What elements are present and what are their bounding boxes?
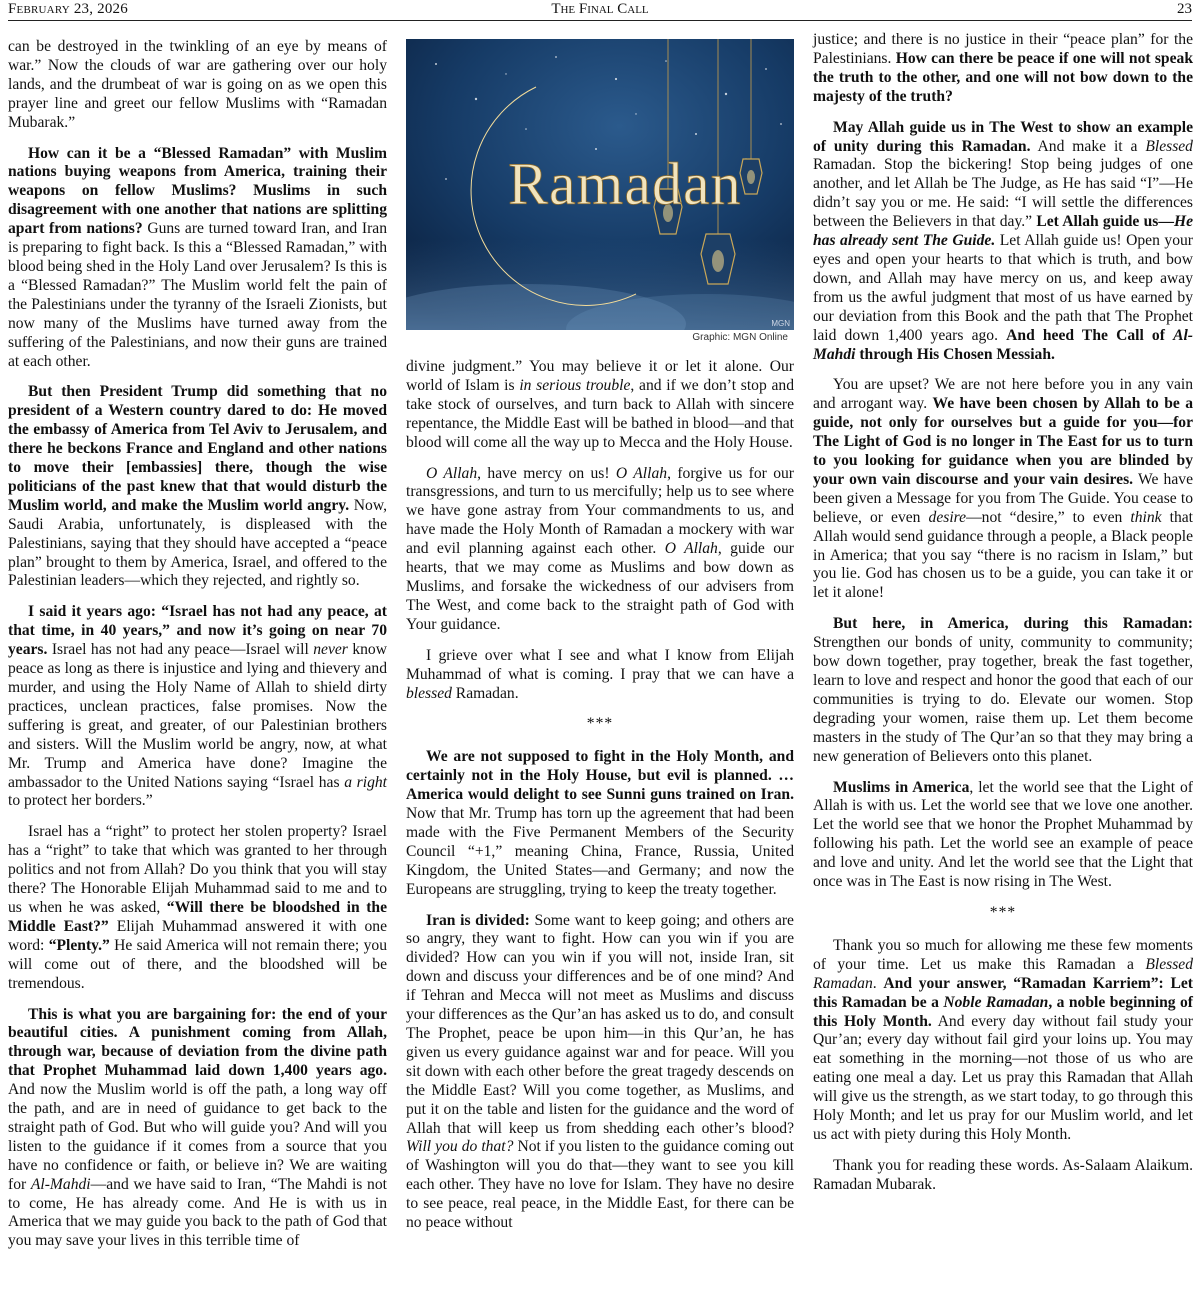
italic-text: blessed — [406, 684, 452, 702]
article-paragraph — [8, 603, 387, 811]
body-text: , have mercy on us! — [477, 464, 616, 482]
article-column-1 — [8, 38, 387, 1263]
article-paragraph — [813, 31, 1193, 107]
bold-text: Muslims in America — [833, 778, 970, 796]
body-text: And make it a — [1030, 137, 1146, 155]
italic-text: Al-Mahdi — [30, 1175, 91, 1193]
body-text: We have been given a Message for you from The Guide. You cease to believe, or even — [813, 470, 1193, 526]
article-column-2 — [406, 358, 794, 1245]
bold-text: He has already sent The Guide. — [813, 213, 1193, 250]
body-text: Now that Mr. Trump has torn up the agreement that had been made with the Five Permanent Members of the Security Council “+1,” meaning China, France, Russia, United Kingdom, the United States—and Germany; and now the Europeans are struggling, trying to keep the treaty together. — [406, 805, 794, 898]
bold-text: May Allah guide us in The West to show an example of unity during this Ramadan. — [813, 118, 1193, 155]
body-text: He said America will not remain there; you will come out of there, and the bloodshed will be tremendous. — [8, 936, 387, 992]
body-text: I grieve over what I see and what I know from Elijah Muhammad of what is coming. I pray that we can have a — [406, 646, 794, 683]
body-text: . — [872, 974, 884, 992]
article-column-3 — [813, 31, 1193, 1207]
body-text: Elijah Muhammad answered it with one word: — [8, 917, 387, 954]
body-text: And every day without fail study your Qur’an; every day without fail gird your loins up. You may eat something in the morning—not those of us who are eating one meal a day. Let us pray this Ramadan that Allah will give us the strength, as we start today, to go through this Holy Month; and let us pray for our Muslim world, and let us act with piety during this Holy Month. — [813, 1012, 1193, 1143]
body-text: Some want to keep going; and others are so angry, they want to fight. How can you win if you are divided? How can you win if you will not, inside Iran, sit down and discuss your differences and be of one mind? And if Tehran and Mecca will not meet as Muslims and discuss your differences as the Qur’an has asked us to do, and consult The Prophet, peace be upon him—in this Qur’an, he has given us every guidance against war and for peace. Will you sit down with each other before the great tragedy descends on the Middle East? Will you come together, as Muslims, and put it on the table and listen for the guidance and the word of Allah that will keep us from shedding each other’s blood? — [406, 911, 794, 1137]
section-break — [813, 904, 1193, 923]
body-text: Ramadan. Stop the bickering! Stop being judges of one another, and let Allah be The Judge, as He has said “I”—He didn’t say you or me. He said: “I will settle the differences between the Believers in that day.” — [813, 156, 1193, 231]
body-text: Thank you for reading these words. As-Salaam Alaikum. Ramadan Mubarak. — [813, 1156, 1193, 1193]
newspaper-name: The Final Call — [551, 1, 649, 17]
italic-text: never — [313, 641, 348, 659]
article-paragraph — [813, 376, 1193, 603]
body-text: —and we have said to Iran, “The Mahdi is not to come, He has already come. And He is with us in America that we may guide you back to the path of God that you may save your lives in this terrible time of — [8, 1175, 387, 1250]
bold-text: “Plenty.” — [48, 936, 110, 954]
body-text: , and if we don’t stop and take stock of ourselves, and turn back to Allah with sincere repentance, the Middle East will be bathed in blood—and that blood will come all the way up to Mecca and the Holy House. — [406, 376, 794, 451]
article-paragraph — [8, 1006, 387, 1252]
body-text: can be destroyed in the twinkling of an eye by means of war.” Now the clouds of war are gathering over our holy lands, and the drumbeat of war is going on as we open this prayer line and greet our fellow Muslims with “Ramadan Mubarak.” — [8, 38, 387, 131]
italic-text: Blessed — [1145, 137, 1193, 155]
bold-text: Iran is divided: — [426, 911, 530, 929]
bold-text: Let Allah guide us— — [1036, 213, 1174, 231]
article-paragraph — [406, 358, 794, 453]
article-paragraph — [8, 823, 387, 993]
bold-text: How can it be a “Blessed Ramadan” with Muslim nations buying weapons from America, training their weapons on fellow Muslims? Muslims in such disagreement with one another that nations are splitting apart from nations? — [8, 144, 387, 238]
page-header — [8, 0, 1192, 21]
article-paragraph — [406, 465, 794, 635]
article-paragraph — [813, 937, 1193, 1145]
body-text: know peace as long as there is injustice and lying and thievery and murder, and using the Holy Name of Allah to shield dirty practices, unclean practices, false promises. Now the suffering is great, and greater, of our Palestinian brothers and sisters. Will the Muslim world be angry, now, at what Mr. Trump and America have done? Imagine the ambassador to the United Nations saying “Israel has — [8, 641, 387, 791]
article-paragraph — [813, 615, 1193, 766]
image-watermark: MGN — [771, 319, 790, 328]
article-paragraph — [406, 647, 794, 704]
article-paragraph — [813, 119, 1193, 365]
bold-text: And your answer, “Ramadan Karriem”: Let this Ramadan be a — [813, 974, 1194, 1011]
body-text: justice; and there is no justice in their “peace plan” for the Palestinians. — [813, 31, 1193, 67]
bold-text: This is what you are bargaining for: the end of your beautiful cities. A punishment coming from Allah, through war, because of deviation from the divine path that Prophet Muhammad laid down 1,400 years ago. — [8, 1005, 387, 1080]
body-text: , forgive us for our transgressions, and turn to us mercifully; help us to see where we have gone astray from Your commandments to us, and have made the Holy Month of Ramadan a mockery with war and evil planning against each other. — [406, 464, 795, 558]
bold-text: , a noble beginning of this Holy Month. — [813, 993, 1193, 1030]
italic-text: Will you do that? — [406, 1138, 514, 1156]
crescent-moon-icon — [406, 39, 794, 330]
ramadan-graphic — [406, 39, 794, 330]
image-credit: Graphic: MGN Online — [692, 332, 788, 343]
body-text: —not “desire,” to even — [966, 508, 1131, 526]
article-paragraph — [8, 145, 387, 372]
issue-date: February 23, 2026 — [8, 1, 128, 17]
bold-text: How can there be peace if one will not speak the truth to the other, and one will not bow down to the majesty of the truth? — [813, 49, 1193, 105]
bold-text: I said it years ago: “Israel has not had any peace, at that time, in 40 years,” and now it’s going on near 70 years. — [8, 603, 387, 659]
article-paragraph — [8, 383, 387, 591]
body-text: Now, Saudi Arabia, unfortunately, is displeased with the Palestinians, saying that they should have accepted a “peace plan” brought to them by America, Israel, and offered to the Palestinian leaders—which they rejected, and rightly so. — [8, 496, 387, 590]
italic-text: Blessed Ramadan — [813, 955, 1193, 992]
article-paragraph — [813, 779, 1193, 892]
body-text: Ramadan. — [451, 684, 519, 702]
body-text: Not if you listen to the guidance coming out of Washington will you do that—they want to see you kill each other. They have no love for Islam. They have no desire to see peace, real peace, in the Middle East, for there can be no peace without — [406, 1138, 794, 1232]
page-number: 23 — [1177, 1, 1192, 17]
italic-text: O Allah — [664, 540, 718, 558]
body-text: to protect her borders.” — [8, 792, 153, 810]
bold-text: We are not supposed to fight in the Holy Month, and certainly not in the Holy House, but evil is planned. … America would delight to see Sunni guns trained on Iran. — [406, 748, 794, 804]
italic-text: in serious trouble — [519, 376, 631, 394]
body-text: *** — [989, 903, 1017, 921]
body-text: divine judgment.” You may believe it or let it alone. Our world of Islam is — [406, 358, 794, 394]
bold-text: Al-Mahdi — [813, 326, 1193, 363]
bold-text: Noble Ramadan — [943, 993, 1049, 1011]
body-text: You are upset? We are not here before you in any vain and arrogant way. — [813, 376, 1193, 413]
bold-text: But then President Trump did something that no president of a Western country dared to do: He moved the embassy of America from Tel Aviv to Jerusalem, and there he beckons France and England and other nations to move their [embassies] there, though the wise politicians of the past knew that that would disturb the Muslim world, and make the Muslim world angry. — [8, 383, 387, 514]
italic-text: O Allah — [615, 464, 668, 482]
italic-text: desire — [928, 508, 967, 526]
bold-text: But here, in America, during this Ramadan: — [833, 615, 1193, 633]
bold-text: And heed The Call of — [1006, 326, 1174, 344]
article-paragraph — [406, 748, 794, 899]
body-text: Israel has not had any peace—Israel will — [47, 641, 314, 659]
body-text: Thank you so much for allowing me these few moments of your time. Let us make this Ramadan a — [813, 936, 1193, 973]
body-text: *** — [586, 715, 614, 733]
body-text: , let the world see that the Light of Allah is with us. Let the world see that we love one another. Let the world see that we honor the Prophet Muhammad by following his path. Let the world see an example of peace and love and unity. And let the world see that the Light that once was in The East is now rising in The West. — [813, 778, 1193, 891]
italic-text: a right — [344, 773, 388, 791]
ramadan-title: Ramadan — [508, 151, 742, 217]
body-text: Guns are turned toward Iran, and Iran is preparing to fight back. Is this a “Blessed Ramadan,” with blood being shed in the Holy Land over Jerusalem? Is this is a “Blessed Ramadan?” The Muslim world felt the pain of the Palestinians under the tyranny of the Israeli Zionists, but now many of the Muslims have turned away from the suffering of the Palestinians, and now their guns are trained at each other. — [8, 220, 387, 370]
body-text: Let Allah guide us! Open your eyes and open your hearts to that which is truth, and bow down, and Allah may have mercy on us, and keep away from us the awful judgment that most of us have earned by our deviation from this Book and the path that The Prophet laid down 1,400 years ago. — [813, 232, 1193, 344]
italic-text: think — [1130, 508, 1162, 526]
body-text: Israel has a “right” to protect her stolen property? Israel has a “right” to take that which was granted to her through politics and not from Allah? Do you think that you will stay there? The Honorable Elijah Muhammad said to me and to us when he was asked, — [8, 823, 387, 916]
bold-text: We have been chosen by Allah to be a guide, not only for ourselves but a guide for you—for The Light of God is no longer in The East for us to turn to you looking for guidance when you are blinded by your own vain discourse and your vain desires. — [813, 395, 1194, 488]
body-text: And now the Muslim world is off the path, a long way off the path, and are in need of guidance to get back to the straight path of God. But who will guide you? And will you listen to the guidance if it comes from a source that you have no confidence or faith, or believe in? We are waiting for — [8, 1081, 387, 1193]
article-paragraph — [8, 38, 387, 133]
body-text: that Allah would send guidance through a people, a Black people in America; that you say “there is no racism in Islam,” but you lie. God has chosen us to be a guide, you can take it or let it alone! — [813, 508, 1193, 602]
article-paragraph — [406, 912, 794, 1233]
bold-text: “Will there be bloodshed in the Middle East?” — [8, 898, 387, 935]
article-paragraph — [813, 1157, 1193, 1195]
bold-text: through His Chosen Messiah. — [855, 345, 1055, 363]
section-break — [406, 715, 794, 734]
body-text: Strengthen our bonds of unity, community to community; bow down together, pray together, break the fast together, learn to love and respect and honor the good that each of our communities is trying to do. Elevate our women. Stop degrading your women, raise them up. Let them become masters in the study of The Qur’an so that they may bring a new generation of Believers onto this planet. — [813, 634, 1193, 765]
italic-text: O Allah — [426, 464, 478, 482]
body-text: , guide our hearts, that we may come as Muslims and bow down as Muslims, and forsake the wickedness of our advisers from The West, and come back to the straight path of God with Your guidance. — [406, 540, 794, 633]
